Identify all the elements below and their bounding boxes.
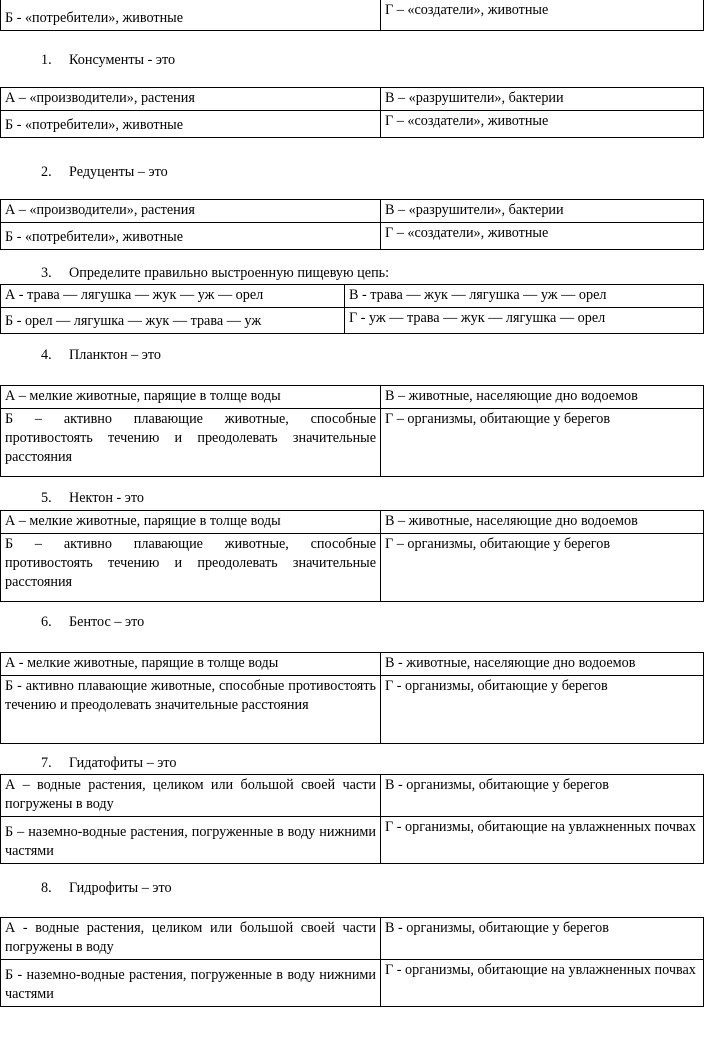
answer-a: А - водные растения, целиком или большой своей части погружены в воду xyxy=(1,918,381,960)
question-5 xyxy=(41,489,144,508)
answer-a: А – мелкие животные, парящие в толще воды xyxy=(1,386,381,409)
answer-g: Г – организмы, обитающие у берегов xyxy=(381,534,704,602)
question-number: 5. xyxy=(41,490,52,506)
answer-table-8 xyxy=(0,917,704,1007)
question-number: 2. xyxy=(41,164,52,180)
question-number: 1. xyxy=(41,52,52,68)
answer-a: А – мелкие животные, парящие в толще воды xyxy=(1,511,381,534)
answer-b: Б - активно плавающие животные, способные противостоять течению и преодолевать значительные расстояния xyxy=(1,676,381,744)
question-8 xyxy=(41,879,172,898)
answer-v: В – животные, населяющие дно водоемов xyxy=(381,386,704,409)
question-number: 8. xyxy=(41,880,52,896)
answer-g: Г - организмы, обитающие на увлажненных почвах xyxy=(381,817,704,864)
answer-v: В - организмы, обитающие у берегов xyxy=(381,918,704,960)
question-text: Консументы - это xyxy=(69,52,176,68)
answer-table-5 xyxy=(0,510,704,602)
question-1 xyxy=(41,51,175,70)
answer-v: В - животные, населяющие дно водоемов xyxy=(381,653,704,676)
question-text: Редуценты – это xyxy=(69,164,168,180)
answer-table-6 xyxy=(0,652,704,744)
answer-b: Б - «потребители», животные xyxy=(1,223,381,250)
question-6 xyxy=(41,613,144,632)
answer-b: Б - «потребители», животные xyxy=(1,111,381,138)
question-4 xyxy=(41,346,161,365)
answer-g: Г - организмы, обитающие у берегов xyxy=(381,676,704,744)
answer-table-3 xyxy=(0,284,704,334)
answer-g: Г – «создатели», животные xyxy=(381,223,704,250)
answer-v: В – «разрушители», бактерии xyxy=(381,200,704,223)
answer-v: В – «разрушители», бактерии xyxy=(381,88,704,111)
answer-table-4 xyxy=(0,385,704,477)
answer-v: В - трава — жук — лягушка — уж — орел xyxy=(345,285,704,308)
answer-table-1 xyxy=(0,87,704,138)
answer-b: Б - наземно-водные растения, погруженные в воду нижними частями xyxy=(1,960,381,1007)
answer-b: Б – активно плавающие животные, способные противостоять течению и преодолевать значительные расстояния xyxy=(1,409,381,477)
answer-a: А – водные растения, целиком или большой своей части погружены в воду xyxy=(1,775,381,817)
question-number: 3. xyxy=(41,265,52,281)
question-text: Определите правильно выстроенную пищевую цепь: xyxy=(69,265,390,281)
answer-table-2 xyxy=(0,199,704,250)
answer-a: А – «производители», растения xyxy=(1,88,381,111)
question-number: 4. xyxy=(41,347,52,363)
answer-table-7 xyxy=(0,774,704,864)
answer-g: Г – «создатели», животные xyxy=(381,0,704,31)
answer-v: В – животные, населяющие дно водоемов xyxy=(381,511,704,534)
question-number: 6. xyxy=(41,614,52,630)
answer-v: В - организмы, обитающие у берегов xyxy=(381,775,704,817)
answer-a: А - трава — лягушка — жук — уж — орел xyxy=(1,285,345,308)
top-answer-table xyxy=(0,0,704,31)
answer-g: Г - организмы, обитающие на увлажненных почвах xyxy=(381,960,704,1007)
answer-g: Г - уж — трава — жук — лягушка — орел xyxy=(345,308,704,334)
answer-b: Б - орел — лягушка — жук — трава — уж xyxy=(1,308,345,334)
question-text: Нектон - это xyxy=(69,490,144,506)
question-number: 7. xyxy=(41,755,52,771)
answer-g: Г – организмы, обитающие у берегов xyxy=(381,409,704,477)
answer-a: А - мелкие животные, парящие в толще воды xyxy=(1,653,381,676)
answer-a: А – «производители», растения xyxy=(1,200,381,223)
question-7 xyxy=(41,754,176,773)
answer-b: Б – активно плавающие животные, способные противостоять течению и преодолевать значительные расстояния xyxy=(1,534,381,602)
question-text: Гидатофиты – это xyxy=(69,755,177,771)
answer-b: Б - «потребители», животные xyxy=(1,0,381,31)
question-text: Планктон – это xyxy=(69,347,162,363)
answer-g: Г – «создатели», животные xyxy=(381,111,704,138)
question-text: Гидрофиты – это xyxy=(69,880,172,896)
question-2 xyxy=(41,163,168,182)
question-text: Бентос – это xyxy=(69,614,145,630)
answer-b: Б – наземно-водные растения, погруженные в воду нижними частями xyxy=(1,817,381,864)
question-3 xyxy=(41,264,389,283)
